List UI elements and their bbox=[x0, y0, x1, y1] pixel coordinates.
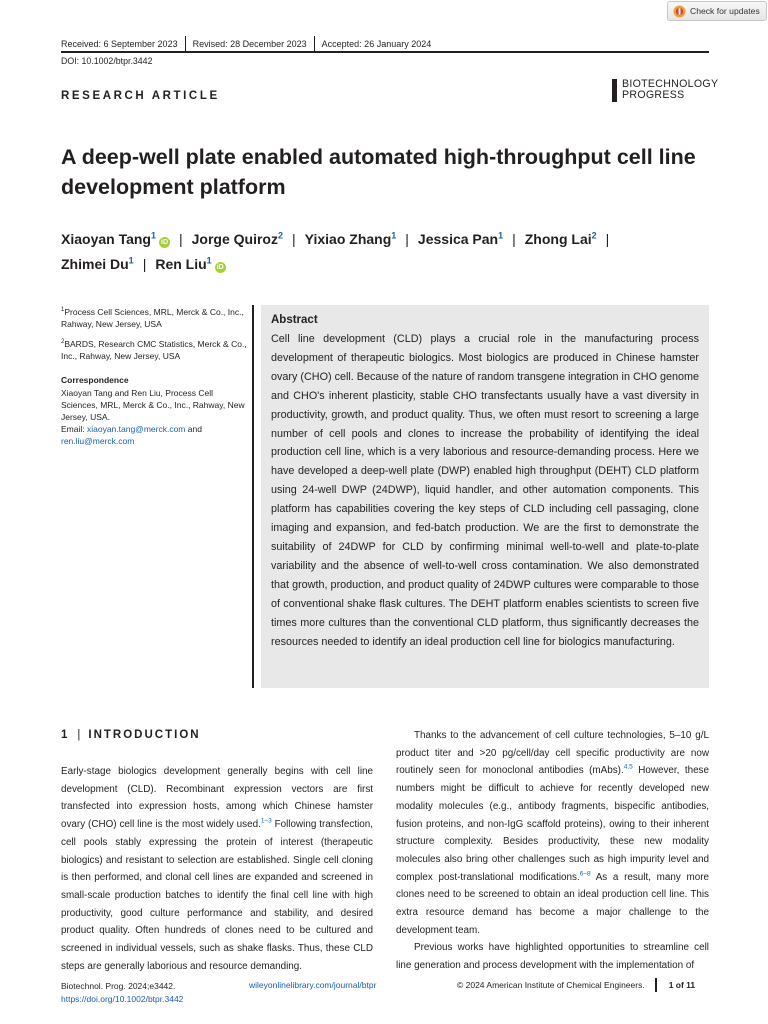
author[interactable]: Zhong Lai$^2$ bbox=[524, 230, 597, 247]
footer-right bbox=[457, 980, 695, 992]
article-title: A deep-well plate enabled automated high-throughput cell line development platform bbox=[61, 145, 696, 199]
page-number: 1 of 11 bbox=[668, 980, 696, 990]
reference-link[interactable]: 1–3 bbox=[260, 817, 272, 825]
reference-link[interactable]: 6–8 bbox=[579, 870, 591, 878]
paragraph: Thanks to the advancement of cell culture technologies, 5–10 g/L product titer and >20 pg/cell/day cell specific productivity are now routinely seen for monoclonal antibodies (mAbs).$^{4,5}$ However, these numbers might be difficult to achieve for recently developed new modality molecules (e.g., antibody fragments, bispecific antibodies, fusion proteins, and non-IgG scaffold proteins), owing to their inherent structure complexity. Besides productivity, these new modality molecules also bring other challenges such as high impurity level and complex post-translational modifications.$^{6-8}$ As a result, many more clones need to be screened to obtain an ideal production cell line. This extra resource demand has become a major challenge to the development team. bbox=[396, 730, 709, 936]
body-column-left bbox=[61, 763, 373, 975]
logo-line1: BIOTECHNOLOGY bbox=[622, 78, 719, 90]
affiliations bbox=[61, 304, 247, 448]
footer-citation bbox=[61, 980, 183, 1006]
orcid-icon[interactable]: iD bbox=[216, 264, 224, 271]
section-title: INTRODUCTION bbox=[88, 729, 201, 741]
header-rule bbox=[61, 51, 709, 53]
author[interactable]: Jessica Pan$^1$ bbox=[417, 230, 504, 247]
abstract-divider bbox=[252, 305, 254, 688]
abstract-heading: Abstract bbox=[271, 314, 318, 326]
doi: DOI: 10.1002/btpr.3442 bbox=[61, 56, 153, 66]
article-type: RESEARCH ARTICLE bbox=[61, 90, 220, 102]
email-link[interactable]: xiaoyan.tang@merck.com bbox=[86, 424, 186, 435]
author[interactable]: Xiaoyan Tang$^1$ bbox=[61, 230, 156, 247]
revised-date: Revised: 28 December 2023 bbox=[192, 39, 307, 49]
correspondence-text: Xiaoyan Tang and Ren Liu, Process Cell Sciences, MRL, Merck & Co., Inc., Rahway, New Jersey, USA. Email: xiaoyan.tang@merck.com and ren.liu@merck.com bbox=[61, 387, 245, 447]
paragraph: Early-stage biologics development generally begins with cell line development (CLD). Recombinant expression vectors are first transfected into expression hosts, among which Chinese hamster ovary (CHO) cell line is the most widely used.$^{1-3}$ Following transfection, cell pools stably expressing the protein of interest (therapeutic biologics) and resistant to selection are established. Single cell cloning is then performed, and clonal cell lines are expanded and screened in small-scale production batches to identify the final cell line with high productivity, good culture performance and stability, and desired product quality. Often hundreds of clones need to be cultured and screened in individual vessels, such as shake flasks. Thus, these CLD steps are generally laborious and resource demanding. bbox=[61, 766, 373, 972]
logo-line2: PROGRESS bbox=[622, 88, 685, 101]
email-link[interactable]: ren.liu@merck.com bbox=[61, 436, 135, 447]
reference-link[interactable]: 4,5 bbox=[623, 764, 633, 772]
check-for-updates-icon bbox=[673, 5, 686, 18]
body-column-right bbox=[396, 727, 709, 975]
doi-link[interactable]: https://doi.org/10.1002/btpr.3442 bbox=[61, 994, 184, 1004]
divider bbox=[185, 36, 186, 52]
article-dates bbox=[61, 38, 431, 50]
check-for-updates-label: Check for updates bbox=[690, 6, 760, 16]
divider bbox=[655, 978, 657, 992]
author[interactable]: Yixiao Zhang$^1$ bbox=[304, 230, 397, 247]
journal-logo bbox=[612, 79, 718, 102]
abstract-body: Cell line development (CLD) plays a crucial role in the manufacturing process development of therapeutic biologics. Most biologics are produced in Chinese hamster ovary (CHO) cell. Because of the nature of random transgene integration in CHO genome and CHO's inherent plasticity, stable CHO transfectants usually have a vast diversity in productivity, growth, and product quality. Thus, we often must resort to screening a large number of cell pools and clones to increase the probability of identifying the ideal production cell line, which is a very laborious and resource-demanding process. Here we have developed a deep-well plate (DWP) enabled high throughput (DEHT) CLD platform using 24-well DWP (24DWP), liquid handler, and other automation components. This platform has capabilities covering the key steps of CLD including cell passaging, clone imaging and expansion, and fed-batch production. We are the first to demonstrate the suitability of 24DWP for CLD by confirming minimal well-to-well and plate-to-plate variability and the absence of well-to-well cross contamination. We also demonstrated that growth, production, and product quality of 24DWP cultures were comparable to those of conventional shake flask cultures. The DEHT platform enables scientists to screen five times more cultures than the conventional CLD platform, thus significantly decreases the resources needed to identify an ideal production cell line for biologics manufacturing. bbox=[271, 333, 699, 648]
copyright: © 2024 American Institute of Chemical Engineers. bbox=[457, 980, 645, 990]
journal-link[interactable]: wileyonlinelibrary.com/journal/btpr bbox=[249, 980, 377, 990]
affiliation-2: $^2$BARDS, Research CMC Statistics, Merck & Co., Inc., Rahway, New Jersey, USA bbox=[61, 339, 247, 362]
author-list: Xiaoyan Tang$^1$iD | Jorge Quiroz$^2$ | Yixiao Zhang$^1$ | Jessica Pan$^1$ | Zhong Lai$^2$ | Zhimei Du$^1$ | Ren Liu$^1$iD bbox=[61, 230, 610, 272]
correspondence-heading: Correspondence bbox=[61, 375, 129, 386]
section-heading: 1 | INTRODUCTION bbox=[61, 729, 201, 741]
abstract-box bbox=[261, 305, 709, 688]
section-number: 1 bbox=[61, 729, 70, 741]
citation: Biotechnol. Prog. 2024;e3442. bbox=[61, 981, 176, 991]
received-date: Received: 6 September 2023 bbox=[61, 39, 178, 49]
author[interactable]: Ren Liu$^1$ bbox=[155, 255, 212, 272]
author[interactable]: Zhimei Du$^1$ bbox=[61, 255, 134, 272]
divider bbox=[314, 36, 315, 52]
logo-bar bbox=[612, 79, 617, 102]
affiliation-1: $^1$Process Cell Sciences, MRL, Merck & Co., Inc., Rahway, New Jersey, USA bbox=[61, 306, 244, 330]
check-for-updates-button[interactable] bbox=[667, 1, 767, 21]
accepted-date: Accepted: 26 January 2024 bbox=[321, 39, 432, 49]
paragraph: Previous works have highlighted opportunities to streamline cell line generation and process development with the implementation of bbox=[396, 942, 709, 972]
author[interactable]: Jorge Quiroz$^2$ bbox=[191, 230, 284, 247]
orcid-icon[interactable]: iD bbox=[161, 239, 168, 246]
